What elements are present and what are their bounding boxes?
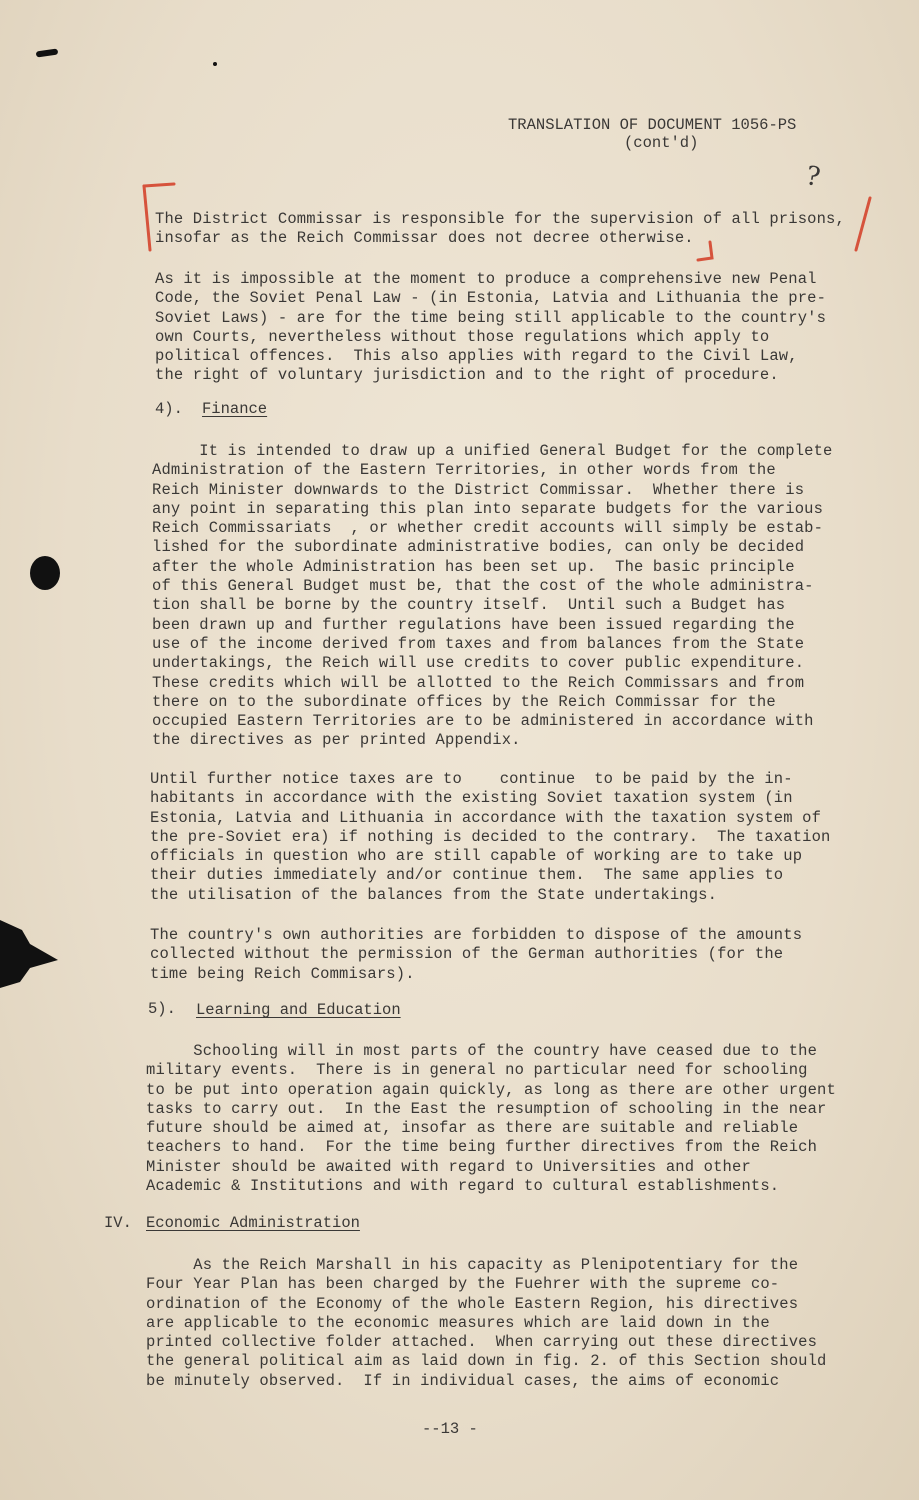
- paragraph-schooling: Schooling will in most parts of the country have ceased due to the military events. There is in general no particular need for schooling to be put into operation again quickly, as long as there are other urgent tasks to carry out. In the East the resumption of schooling in the near future should be aimed at, insofar as there are suitable and reliable teachers to hand. For the time being further directives from the Reich Minister should be awaited with regard to Universities and other Academic & Institutions and with regard to cultural establishments.: [146, 1042, 836, 1196]
- paragraph-budget: It is intended to draw up a unified General Budget for the complete Administration of the Eastern Territories, in other words from the Reich Minister downwards to the District Commissar. Whether there is any point in separating this plan into separate budgets for the various Reich Commissariats , or whether credit accounts will simply be estab- lished for the subordinate administrative bodies, can only be decided after the whole Administration has been set up. The basic principle of this General Budget must be, that the cost of the whole administra- tion shall be borne by the country itself. Until such a Budget has been drawn up and further regulations have been issued regarding the use of the income derived from taxes and from balances from the State undertakings, the Reich will use credits to cover public expenditure. These credits which will be allotted to the Reich Commissars and from there on to the subordinate offices by the Reich Commissar for the occupied Eastern Territories are to be administered in accordance with the directives as per printed Appendix.: [152, 442, 833, 750]
- section-number: IV.: [104, 1214, 132, 1232]
- scan-speck: [36, 48, 59, 57]
- page-number: --13 -: [422, 1420, 478, 1438]
- document-subtitle: (cont'd): [624, 134, 699, 152]
- section-heading-finance: Finance: [202, 400, 268, 418]
- scan-speck: [213, 62, 217, 66]
- section-heading-economic: Economic Administration: [146, 1214, 360, 1232]
- paragraph-prisons: The District Commissar is responsible for the supervision of all prisons, insofar as the Reich Commissar does not decree otherwise.: [155, 210, 845, 248]
- section-number: 5).: [148, 1000, 176, 1018]
- section-number: 4).: [155, 400, 183, 418]
- paragraph-penal-law: As it is impossible at the moment to produce a comprehensive new Penal Code, the Soviet Penal Law - (in Estonia, Latvia and Lithuania the pre- Soviet Laws) - are for the time being still applicable to the country's own Courts, nevertheless without those regulations which apply to political offences. This also applies with regard to the Civil Law, the right of voluntary jurisdiction and to the right of procedure.: [155, 270, 827, 385]
- paragraph-taxes: Until further notice taxes are to continue to be paid by the in- habitants in accordance with the existing Soviet taxation system (in Estonia, Latvia and Lithuania in accordance with the taxation system of the pre-Soviet era) if nothing is decided to the contrary. The taxation officials in question who are still capable of working are to take up their duties immediately and/or continue them. The same applies to the utilisation of the balances from the State undertakings.: [150, 770, 831, 904]
- binder-tab-mark: [0, 910, 60, 990]
- binder-hole-mark: [30, 556, 60, 590]
- paragraph-economic: As the Reich Marshall in his capacity as Plenipotentiary for the Four Year Plan has been charged by the Fuehrer with the supreme co- ordination of the Economy of the whole Eastern Region, his directives are applicable to the economic measures which are laid down in the printed collective folder attached. When carrying out these directives the general political aim as laid down in fig. 2. of this Section should be minutely observed. If in individual cases, the aims of economic: [146, 1256, 827, 1390]
- paragraph-authorities: The country's own authorities are forbidden to dispose of the amounts collected without the permission of the German authorities (for the time being Reich Commisars).: [150, 926, 803, 983]
- section-heading-learning: Learning and Education: [196, 1001, 401, 1019]
- handwritten-question-mark: ?: [803, 161, 823, 193]
- document-title: TRANSLATION OF DOCUMENT 1056-PS: [508, 116, 797, 134]
